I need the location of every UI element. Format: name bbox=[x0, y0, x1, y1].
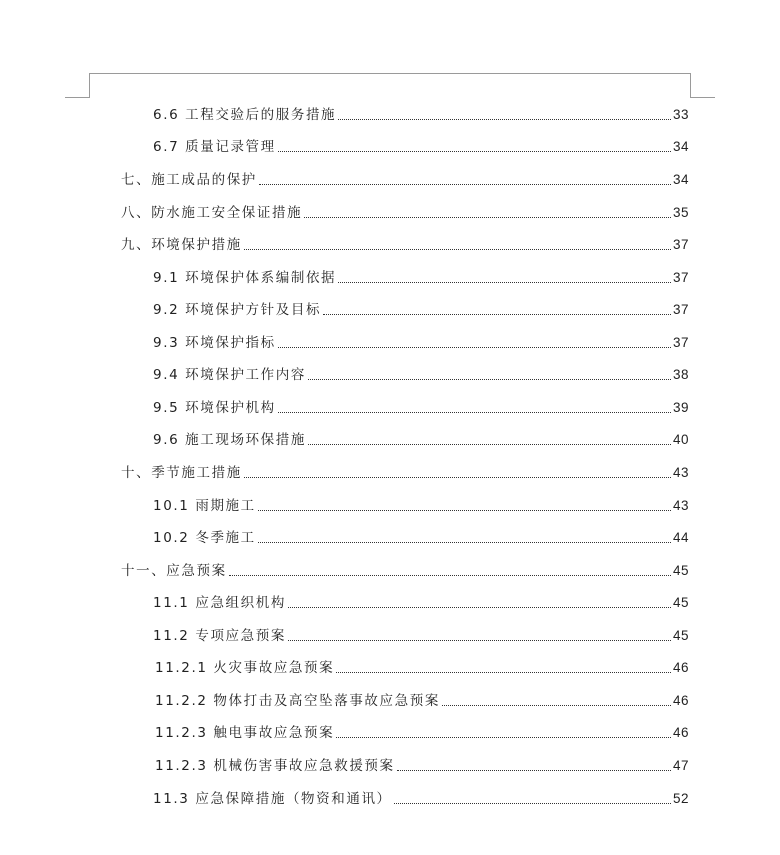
toc-entry-title: 八、防水施工安全保证措施 bbox=[121, 205, 303, 221]
toc-dot-leader bbox=[278, 347, 671, 348]
toc-entry-page: 46 bbox=[672, 693, 689, 708]
toc-entry-title: 9.3 环境保护指标 bbox=[153, 335, 276, 351]
toc-dot-leader bbox=[288, 640, 671, 641]
toc-dot-leader bbox=[338, 282, 671, 283]
toc-entry[interactable] bbox=[121, 201, 689, 221]
toc-dot-leader bbox=[229, 575, 671, 576]
toc-entry-title: 9.5 环境保护机构 bbox=[153, 400, 276, 416]
toc-entry-page: 37 bbox=[672, 270, 689, 285]
toc-entry[interactable] bbox=[155, 754, 689, 774]
toc-dot-leader bbox=[244, 477, 671, 478]
toc-entry[interactable] bbox=[153, 428, 689, 448]
toc-entry[interactable] bbox=[153, 363, 689, 383]
toc-entry-page: 45 bbox=[672, 563, 689, 578]
toc-entry-page: 46 bbox=[672, 660, 689, 675]
toc-entry-title: 11.2 专项应急预案 bbox=[153, 628, 286, 644]
toc-entry[interactable] bbox=[153, 396, 689, 416]
toc-dot-leader bbox=[278, 412, 671, 413]
toc-dot-leader bbox=[244, 249, 671, 250]
toc-entry-page: 35 bbox=[672, 205, 689, 220]
toc-entry-title: 11.2.3 机械伤害事故应急救援预案 bbox=[155, 758, 395, 774]
toc-entry-page: 45 bbox=[672, 595, 689, 610]
toc-entry-page: 37 bbox=[672, 237, 689, 252]
toc-entry-title: 11.2.1 火灾事故应急预案 bbox=[155, 660, 335, 676]
toc-entry-page: 38 bbox=[672, 367, 689, 382]
toc-entry-page: 37 bbox=[672, 335, 689, 350]
toc-dot-leader bbox=[338, 119, 671, 120]
toc-entry-title: 九、环境保护措施 bbox=[121, 237, 242, 253]
toc-entry-page: 45 bbox=[672, 628, 689, 643]
toc-entry[interactable] bbox=[153, 526, 689, 546]
toc-entry-page: 40 bbox=[672, 432, 689, 447]
toc-entry-page: 47 bbox=[672, 758, 689, 773]
toc-dot-leader bbox=[308, 444, 671, 445]
toc-dot-leader bbox=[258, 510, 671, 511]
toc-dot-leader bbox=[442, 705, 671, 706]
toc-entry-title: 6.6 工程交验后的服务措施 bbox=[153, 107, 337, 123]
toc-entry-title: 十、季节施工措施 bbox=[121, 465, 242, 481]
toc-entry-title: 9.6 施工现场环保措施 bbox=[153, 432, 306, 448]
toc-entry-page: 33 bbox=[672, 107, 689, 122]
toc-entry-title: 10.1 雨期施工 bbox=[153, 498, 256, 514]
toc-entry-title: 9.1 环境保护体系编制依据 bbox=[153, 270, 337, 286]
toc-dot-leader bbox=[308, 379, 671, 380]
toc-entry-page: 44 bbox=[672, 530, 689, 545]
toc-entry-page: 39 bbox=[672, 400, 689, 415]
toc-entry-page: 43 bbox=[672, 498, 689, 513]
toc-entry[interactable] bbox=[153, 103, 689, 123]
toc-dot-leader bbox=[394, 803, 671, 804]
toc-entry-title: 11.2.2 物体打击及高空坠落事故应急预案 bbox=[155, 693, 440, 709]
toc-dot-leader bbox=[258, 542, 671, 543]
toc-entry[interactable] bbox=[155, 721, 689, 741]
toc-entry[interactable] bbox=[155, 689, 689, 709]
toc-entry-title: 七、施工成品的保护 bbox=[121, 172, 257, 188]
toc-entry-title: 11.2.3 触电事故应急预案 bbox=[155, 725, 335, 741]
toc-entry[interactable] bbox=[153, 591, 689, 611]
toc-entry-title: 11.1 应急组织机构 bbox=[153, 595, 286, 611]
toc-dot-leader bbox=[336, 672, 671, 673]
toc-dot-leader bbox=[288, 607, 671, 608]
toc-entry[interactable] bbox=[121, 461, 689, 481]
toc-entry-title: 9.2 环境保护方针及目标 bbox=[153, 302, 322, 318]
toc-entry-page: 43 bbox=[672, 465, 689, 480]
toc-dot-leader bbox=[304, 217, 671, 218]
toc-entry[interactable] bbox=[121, 559, 689, 579]
toc-entry-page: 34 bbox=[672, 139, 689, 154]
toc-entry-title: 6.7 质量记录管理 bbox=[153, 139, 276, 155]
toc-entry-page: 52 bbox=[672, 791, 689, 806]
toc-dot-leader bbox=[278, 151, 671, 152]
toc-entry[interactable] bbox=[155, 656, 689, 676]
toc-entry[interactable] bbox=[153, 787, 689, 807]
toc-entry-page: 37 bbox=[672, 302, 689, 317]
toc-entry[interactable] bbox=[153, 298, 689, 318]
toc-entry-page: 46 bbox=[672, 725, 689, 740]
toc-entry[interactable] bbox=[153, 266, 689, 286]
toc-entry[interactable] bbox=[153, 331, 689, 351]
toc-entry-title: 11.3 应急保障措施（物资和通讯） bbox=[153, 791, 392, 807]
toc-entry[interactable] bbox=[153, 135, 689, 155]
toc-dot-leader bbox=[336, 737, 671, 738]
toc-entry[interactable] bbox=[121, 233, 689, 253]
toc-entry[interactable] bbox=[153, 494, 689, 514]
toc-entry[interactable] bbox=[121, 168, 689, 188]
toc-dot-leader bbox=[397, 770, 671, 771]
toc-entry[interactable] bbox=[153, 624, 689, 644]
toc-entry-title: 十一、应急预案 bbox=[121, 563, 227, 579]
toc-dot-leader bbox=[323, 314, 671, 315]
toc-entry-title: 10.2 冬季施工 bbox=[153, 530, 256, 546]
toc-dot-leader bbox=[259, 184, 671, 185]
toc-entry-page: 34 bbox=[672, 172, 689, 187]
toc-entry-title: 9.4 环境保护工作内容 bbox=[153, 367, 306, 383]
